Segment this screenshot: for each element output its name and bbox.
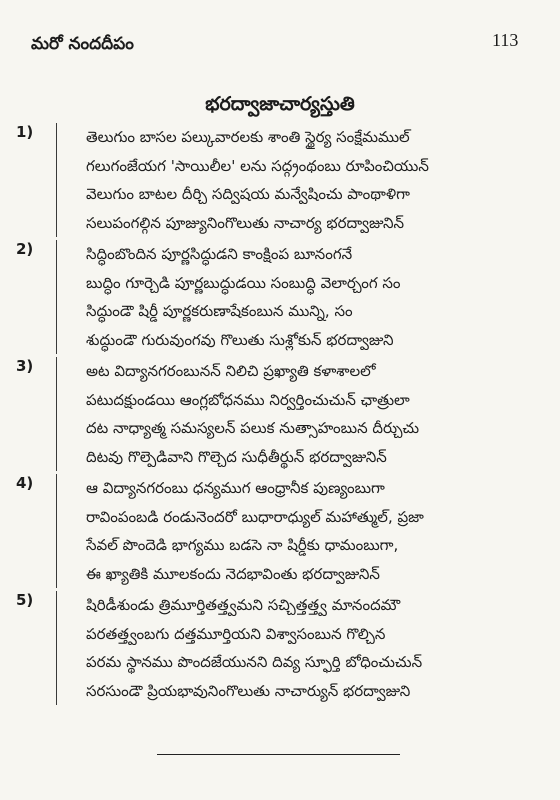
verse-line: పటుదక్షుండయి ఆంగ్లబోధనము నిర్వర్తించుచున్ ఛాత్రులా xyxy=(86,390,410,409)
verse-line: ఆ విద్యానగరంబు ధన్యముగ ఆంధ్రానీక పుణ్యంబుగా xyxy=(86,479,385,497)
verse-line: అట విద్యానగరంబునన్ నిలిచి ప్రఖ్యాతి కళాశాలలో xyxy=(86,362,376,380)
poem-title: భరద్వాజాచార్యస్తుతి xyxy=(205,93,355,115)
verse-line: పరతత్త్వంబగు దత్తమూర్తియని విశ్వాసంబున గొల్చిన xyxy=(86,624,386,643)
verse-number: 1) xyxy=(16,123,34,141)
verse-number: 5) xyxy=(16,591,34,609)
verse-1 xyxy=(16,123,526,237)
verse-line: బుద్ధిం గూర్చెడి పూర్ణబుద్ధుడయి సంబుద్ధి వెలార్చంగ సం xyxy=(86,273,401,292)
verse-2 xyxy=(16,240,526,354)
verse-number: 2) xyxy=(16,240,34,258)
verse-number: 4) xyxy=(16,474,34,492)
verse-line: పరమ స్థానము పొందజేయునని దివ్య స్ఫూర్తి బోధించుచున్ xyxy=(86,653,423,671)
verse-line: రావింపంబడి రండునెందరో బుధారాధ్యుల్ మహాత్ముల్, ప్రజా xyxy=(86,507,424,526)
verse-line: వెలుగుం బాటల దీర్చి సద్విషయ మన్వేషించు పాంథాళిగా xyxy=(86,185,410,203)
verse-line: దట నాధ్యాత్మ సమస్యలన్ పలుక నుత్సాహంబున దీర్చుచు xyxy=(86,419,420,437)
verse-line: సలుపంగల్గిన పూజ్యునింగొలుతు నాచార్య భరద్వాజునిన్ xyxy=(86,213,405,232)
verse-line: దిటవు గొల్పెడివాని గొల్చెద సుధీతీర్థున్ భరద్వాజునిన్ xyxy=(86,447,387,466)
verse-line: సిద్ధుండౌ షిర్డీ పూర్ణకరుణాషేకంబున మున్ని, సం xyxy=(86,302,353,320)
verse-5 xyxy=(16,591,526,705)
verse-line: ఈ ఖ్యాతికి మూలకందు నెదభావింతు భరద్వాజునిన్ xyxy=(86,564,380,583)
verse-number: 3) xyxy=(16,357,34,375)
verse-4 xyxy=(16,474,526,588)
verse-line: గలుగంజేయగ 'సాయిలీల' లను సద్గ్రంథంబు రూపించియున్ xyxy=(86,156,429,175)
verse-line: సరసుండౌ ప్రియభావునింగొలుతు నాచార్యున్ భరద్వాజుని xyxy=(86,681,411,700)
book-title: మరో నందదీపం xyxy=(31,34,134,54)
verse-line: సిద్ధింబొందిన పూర్ణసిద్ధుడని కాంక్షింప బూనంగనే xyxy=(86,245,353,263)
verse-line: సేవల్ పొందెడి భాగ్యము బడసె నా షిర్డీకు ధామంబుగా, xyxy=(86,536,399,554)
end-rule xyxy=(157,754,400,755)
page-number: 113 xyxy=(492,30,519,50)
verse-list xyxy=(16,123,526,708)
verse-line: శుద్ధుండౌ గురువుంగవు గొలుతు సుశ్లోకున్ భరద్వాజుని xyxy=(86,330,394,349)
verse-3 xyxy=(16,357,526,471)
verse-line: షిరిడీశుండు త్రిమూర్తితత్త్వమని సచ్చిత్తత్త్వ మానందమౌ xyxy=(86,596,401,614)
verse-line: తెలుగుం బాసల పల్కువారలకు శాంతి స్థైర్య సంక్షేమముల్ xyxy=(86,128,410,146)
